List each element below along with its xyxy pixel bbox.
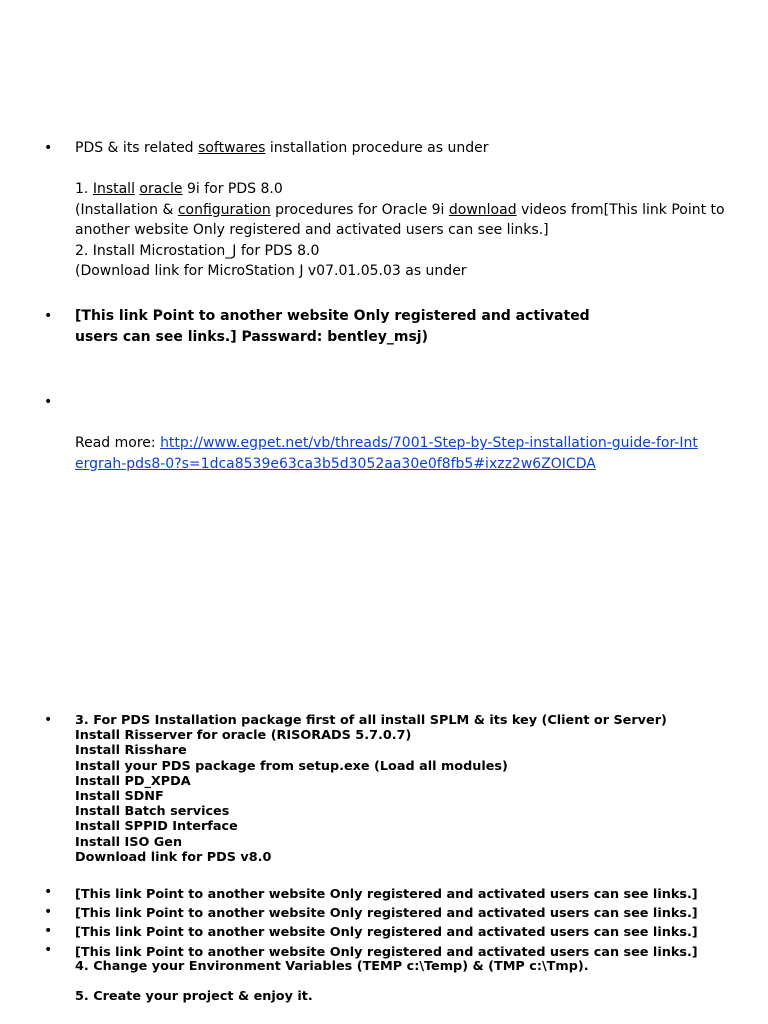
configuration-word: configuration — [177, 201, 271, 218]
step1-text: 9i for PDS 8.0 — [182, 181, 283, 197]
install-step-line: 3. For PDS Installation package first of all install SPLM & its key (Client or Server) — [75, 713, 667, 728]
install-step-line: Install PD_XPDA — [75, 773, 191, 789]
step2-line: 2. Install Microstation_J for PDS 8.0 — [75, 242, 320, 259]
read-more-label: Read more: — [75, 435, 161, 451]
note-text-a: (Installation & — [75, 201, 178, 218]
step4 — [75, 959, 738, 974]
read-more-link[interactable]: http://www.egpet.net/vb/threads/7001-Step-by-Step-installation-guide-for-Intergrah-pds8-0?s=1dca8539e63ca3b5d3052aa30e0f8fb5#ixzz2w6ZOICDA — [75, 435, 698, 472]
intro-text: PDS & its related — [75, 140, 199, 156]
download-word: download — [448, 201, 517, 218]
hidden-link-notice: [This link Point to another website Only registered and activated users can see links.] — [75, 925, 698, 941]
intro-text-end: installation procedure as under — [265, 140, 489, 156]
hidden-link-notice: [This link Point to another website Only registered and activated users can see links.] — [75, 906, 698, 922]
hidden-link-notice: [This link Point to another website Only registered and activated users can see links.] — [75, 887, 698, 902]
bullet-8: • — [44, 942, 53, 958]
create-project-step: 5. Create your project & enjoy it. — [75, 989, 313, 1004]
section-install-steps — [75, 713, 738, 865]
bullet-4: • — [44, 712, 53, 728]
section-links — [75, 885, 738, 962]
section-password — [75, 306, 628, 347]
install-word: Install — [92, 181, 135, 197]
install-step-line: Install SDNF — [75, 789, 164, 805]
bullet-6: • — [44, 904, 53, 920]
step1-number: 1. — [75, 181, 93, 197]
install-step-line: Install Risshare — [75, 743, 187, 759]
install-step-line: Download link for PDS v8.0 — [75, 849, 272, 865]
step2-note: (Download link for MicroStation J v07.01.05.03 as under — [75, 263, 467, 279]
note-text-c: videos from[This link Point to another website Only registered and activated users can see links.] — [75, 201, 725, 238]
install-step-line: Install SPPID Interface — [75, 819, 238, 835]
install-step-line: Install Risserver for oracle (RISORADS 5.7.0.7) — [75, 728, 412, 744]
read-more — [75, 433, 698, 474]
hidden-link-notice: [This link Point to another website Only registered and activated users can see links.] — [75, 944, 698, 960]
bullet-5: • — [44, 884, 53, 900]
bullet-1: • — [44, 140, 53, 156]
bullet-3: • — [44, 394, 53, 410]
softwares-word: softwares — [198, 140, 266, 156]
step1-note — [75, 200, 738, 241]
oracle-word: oracle — [139, 181, 183, 197]
password-text: [This link Point to another website Only registered and activated users can see links.] Passward: bentley_msj) — [75, 308, 590, 345]
install-step-line: Install Batch services — [75, 804, 230, 820]
env-variables-step: 4. Change your Environment Variables (TEMP c:\Temp) & (TMP c:\Tmp). — [75, 959, 589, 974]
intro-line — [75, 138, 738, 159]
install-step-line: Install ISO Gen — [75, 834, 183, 850]
bullet-7: • — [44, 923, 53, 939]
bullet-2: • — [44, 308, 53, 324]
note-text-b: procedures for Oracle 9i — [270, 201, 449, 218]
section-intro — [75, 138, 738, 159]
install-step-line: Install your PDS package from setup.exe (Load all modules) — [75, 758, 508, 774]
step5 — [75, 989, 738, 1004]
step1-line — [75, 179, 738, 200]
section-steps — [75, 179, 738, 282]
